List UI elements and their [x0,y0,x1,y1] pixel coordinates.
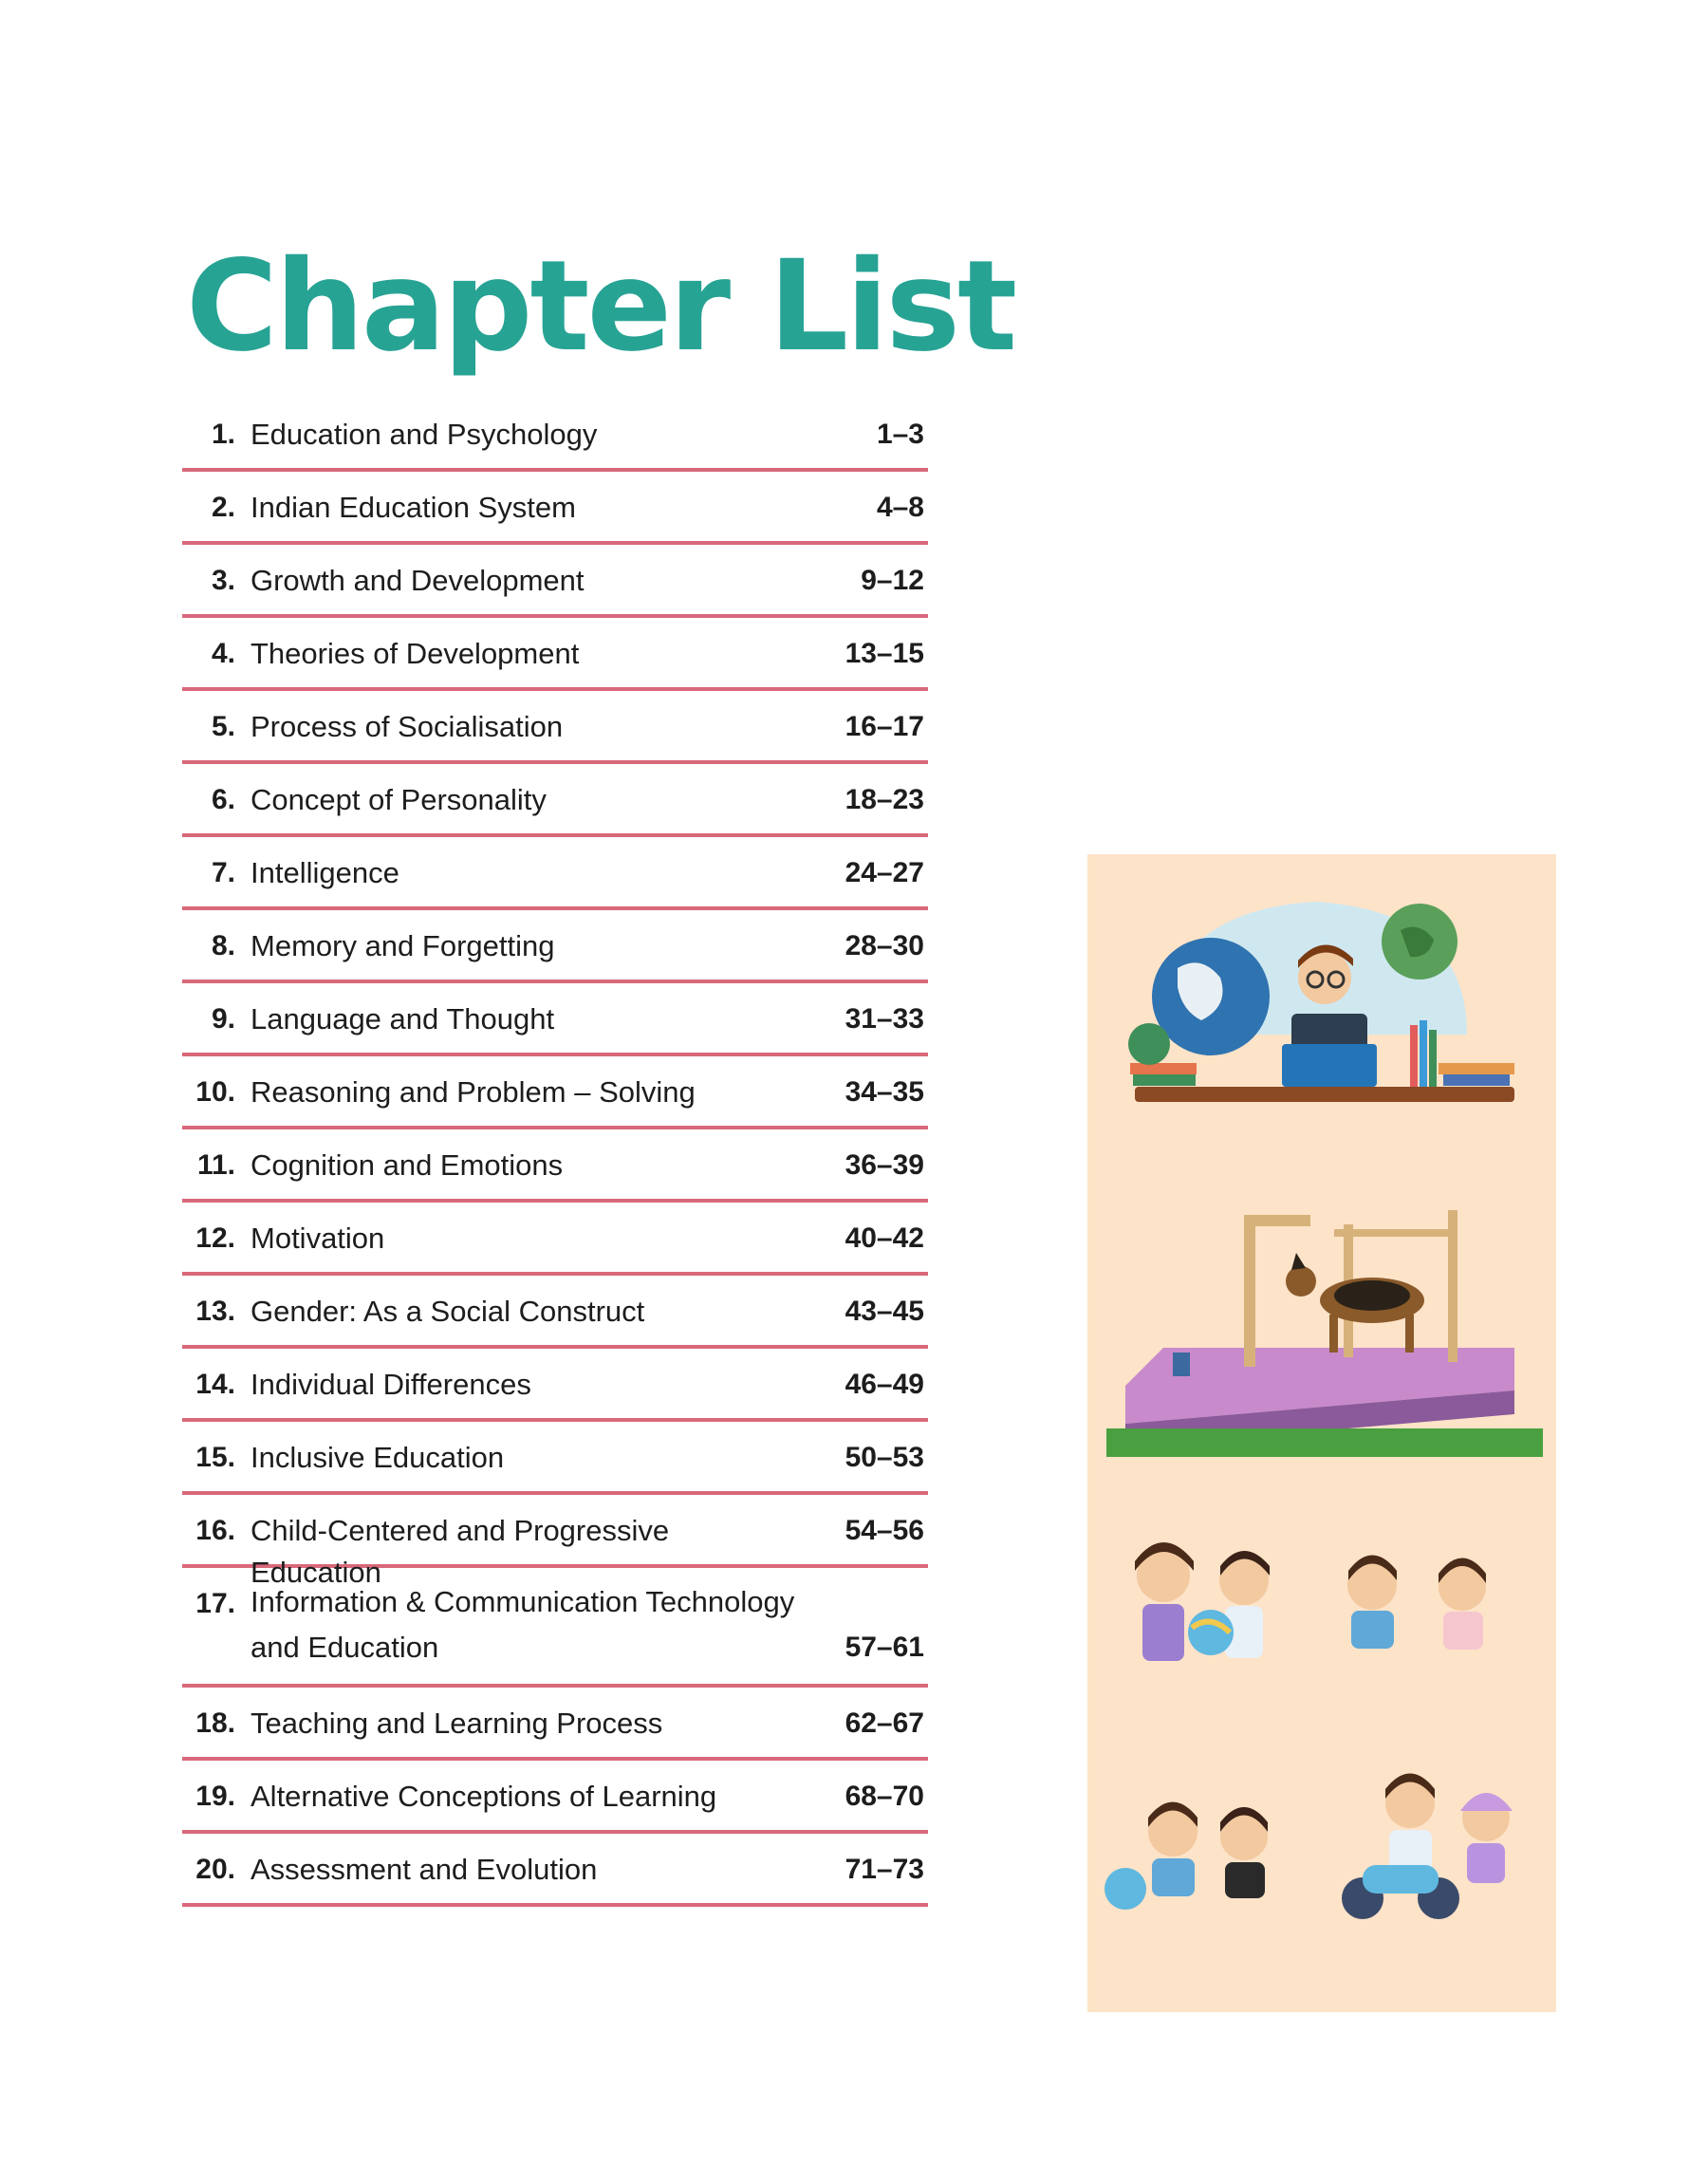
chapter-title: Motivation [251,1222,385,1255]
chapter-pages: 1–3 [876,419,924,450]
chapter-number: 1. [211,419,235,450]
chapter-number: 20. [195,1854,235,1885]
chapter-number: 14. [195,1369,235,1400]
chapter-title: Assessment and Evolution [251,1853,598,1886]
chapter-title: Concept of Personality [251,783,547,816]
chapter-title: Process of Socialisation [251,710,564,743]
chapter-row [182,1422,928,1495]
chapter-row [182,1203,928,1276]
chapter-title: Cognition and Emotions [251,1148,564,1182]
chapter-pages: 54–56 [845,1515,924,1546]
chapter-number: 3. [211,565,235,596]
chapter-row [182,1568,928,1688]
chapter-number: 15. [195,1442,235,1473]
chapter-pages: 28–30 [845,930,924,961]
chapter-pages: 16–17 [845,711,924,742]
chapter-number: 11. [196,1149,235,1181]
chapter-number: 13. [195,1296,235,1327]
chapter-number: 2. [211,492,235,523]
chapter-row [182,1495,928,1589]
chapter-row [182,1349,928,1422]
chapter-row [182,837,928,910]
chapter-pages: 43–45 [845,1296,924,1327]
chapter-row [182,1688,928,1761]
chapter-pages: 46–49 [845,1369,924,1400]
chapter-row [182,545,928,618]
dog-experiment-illustration [1106,1210,1543,1457]
illustration-panel [1087,854,1556,2012]
page-title: Chapter List [186,233,1015,380]
chapter-pages: 40–42 [845,1222,924,1254]
chapter-title: Language and Thought [251,1002,555,1036]
chapter-number: 19. [195,1781,235,1812]
chapter-pages: 24–27 [845,857,924,888]
student-at-desk-illustration [1128,902,1514,1102]
chapter-row [182,1056,928,1129]
chapter-pages: 68–70 [845,1781,924,1812]
chapter-number: 5. [211,711,235,742]
chapter-pages: 71–73 [845,1854,924,1885]
chapter-title: Growth and Development [251,564,585,597]
chapter-pages: 36–39 [845,1149,924,1181]
chapter-row [182,472,928,545]
chapter-title: Theories of Development [251,637,580,670]
chapter-number: 12. [195,1222,235,1254]
chapter-pages: 9–12 [861,565,924,596]
chapter-number: 6. [211,784,235,815]
chapter-pages: 18–23 [845,784,924,815]
chapter-row [182,618,928,691]
chapter-title: Intelligence [251,856,399,889]
chapter-title: Information & Communication Technology and Education [251,1585,795,1664]
chapter-row [182,1834,928,1907]
chapter-title: Teaching and Learning Process [251,1707,663,1740]
chapter-pages: 13–15 [845,638,924,669]
chapter-title: Reasoning and Problem – Solving [251,1075,696,1109]
chapter-row [182,983,928,1056]
chapter-pages: 31–33 [845,1003,924,1035]
chapter-pages: 4–8 [876,492,924,523]
chapter-number: 10. [195,1076,235,1108]
chapter-row [182,910,928,983]
chapter-title: Gender: As a Social Construct [251,1295,645,1328]
children-playing-illustration [1105,1542,1513,1919]
chapter-number: 4. [211,638,235,669]
chapter-number: 18. [195,1707,235,1739]
chapter-number: 8. [211,930,235,961]
chapter-row [182,399,928,472]
chapter-pages: 62–67 [845,1707,924,1739]
chapter-title: Child-Centered and Progressive Education [251,1514,670,1589]
chapter-title: Education and Psychology [251,418,598,451]
chapter-number: 9. [211,1003,235,1035]
chapter-pages: 50–53 [845,1442,924,1473]
chapter-number: 7. [211,857,235,888]
chapter-number: 17. [195,1588,235,1619]
chapter-pages: 57–61 [845,1632,924,1663]
chapter-row [182,1276,928,1349]
chapter-title: Individual Differences [251,1368,531,1401]
chapter-title: Alternative Conceptions of Learning [251,1780,717,1813]
chapter-row [182,764,928,837]
chapter-row [182,691,928,764]
chapter-title: Memory and Forgetting [251,929,555,962]
illustration-art [1087,854,1556,2012]
chapter-list [182,399,928,1907]
chapter-title: Inclusive Education [251,1441,505,1474]
chapter-title: Indian Education System [251,491,576,524]
chapter-row [182,1129,928,1203]
chapter-number: 16. [195,1515,235,1546]
chapter-pages: 34–35 [845,1076,924,1108]
chapter-row [182,1761,928,1834]
